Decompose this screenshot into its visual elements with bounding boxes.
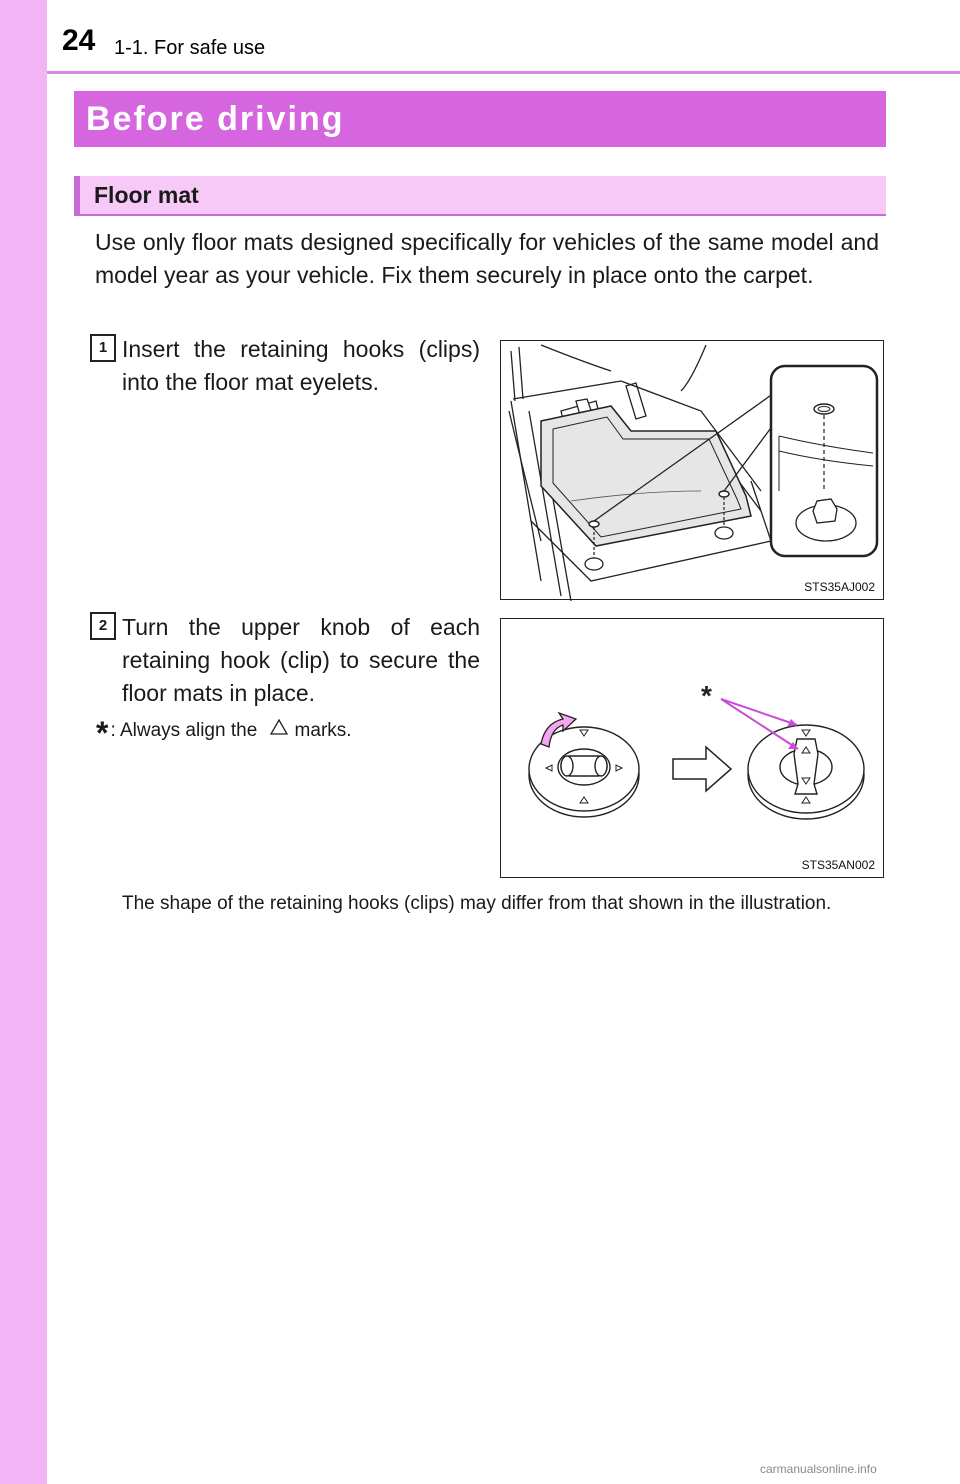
intro-paragraph: Use only floor mats designed specifically for vehicles of the same model and model year as your vehicle. Fix them securely in place onto the carpet.	[95, 229, 879, 288]
watermark: carmanualsonline.info	[760, 1462, 877, 1476]
chapter-title: Before driving	[74, 91, 886, 147]
floor-mat-hooks-illustration	[500, 340, 884, 600]
footnote-prefix: : Always align the	[110, 720, 258, 741]
step-1-text: Insert the retaining hooks (clips) into the floor mat eyelets.	[122, 336, 480, 395]
figure-code-2: STS35AN002	[801, 858, 875, 872]
figure-code-1: STS35AJ002	[804, 580, 875, 594]
header-divider	[47, 71, 960, 74]
hook-turn-illustration-drawing	[501, 619, 885, 879]
step-number-1: 1	[90, 334, 116, 362]
figure-asterisk-label: *	[701, 680, 712, 711]
footnote-suffix: marks.	[294, 720, 352, 741]
footnote-asterisk: *	[96, 715, 109, 751]
triangle-mark-icon	[269, 718, 289, 736]
hook-turn-illustration	[500, 618, 884, 878]
footnote	[96, 715, 352, 752]
subsection-title: Floor mat	[74, 176, 886, 216]
side-tab-strip	[0, 0, 47, 1484]
step-number-2: 2	[90, 612, 116, 640]
floor-mat-illustration-drawing	[501, 341, 885, 601]
illustration-note: The shape of the retaining hooks (clips) may differ from that shown in the illustration.	[122, 893, 832, 914]
section-reference: 1-1. For safe use	[114, 37, 266, 59]
page-number: 24	[62, 24, 96, 57]
step-2-text: Turn the upper knob of each retaining hook (clip) to secure the floor mats in place.	[122, 614, 480, 706]
